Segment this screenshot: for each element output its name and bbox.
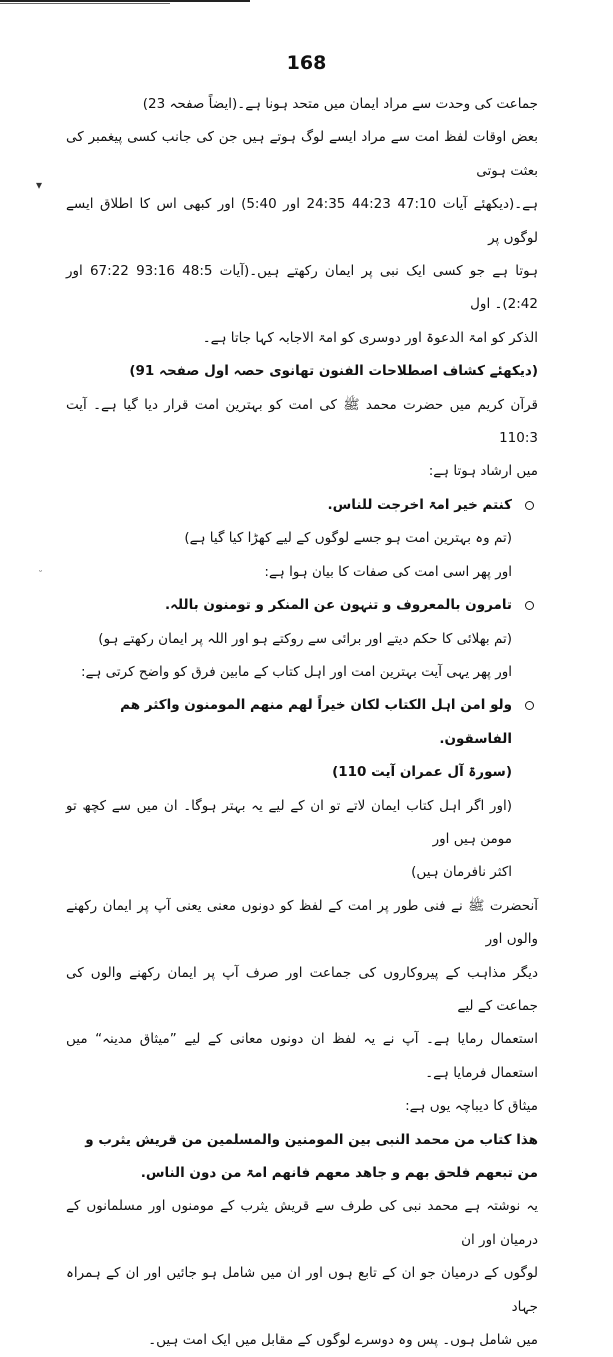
paragraph-line: اور پھر یہی آیت بہترین امت اور اہل کتاب کے مابین فرق کو واضح کرتی ہے: bbox=[81, 663, 512, 680]
paragraph-line: میثاق کا دیباچہ یوں ہے: bbox=[405, 1098, 538, 1115]
reference-citation: (دیکھئے کشاف اصطلاحات الفنون تھانوی حصہ اول صفحہ 91) bbox=[129, 363, 538, 380]
charter-arabic-line: ھذا کتاب من محمد النبی بین المومنین والمسلمین من قریش یثرب و bbox=[85, 1131, 538, 1148]
reference-citation: (سورۃ آل عمران آیت 110) bbox=[332, 764, 512, 781]
paragraph-line: میں ارشاد ہوتا ہے: bbox=[428, 463, 538, 480]
paragraph-line: دیگر مذاہب کے پیروکاروں کی جماعت اور صرف آپ پر ایمان رکھنے والوں کی جماعت کے لیے bbox=[66, 964, 538, 1014]
bullet-circle-icon bbox=[525, 501, 534, 510]
paragraph-line: الذکر کو امۃ الدعوۃ اور دوسری کو امۃ الاجابہ کہا جاتا ہے۔ bbox=[202, 329, 538, 346]
page-number: 168 bbox=[286, 52, 327, 74]
paragraph-line: یہ نوشتہ ہے محمد نبی کی طرف سے قریش یثرب کے مومنوں اور مسلمانوں کے درمیان اور ان bbox=[66, 1198, 538, 1248]
quran-verse-arabic: تامرون بالمعروف و تنہون عن المنکر و تومنون باللہ. bbox=[66, 589, 538, 622]
paragraph-line: ہے۔(دیکھئے آیات 47:10 44:23 24:35 اور 5:40) اور کبھی اس کا اطلاق ایسے لوگوں پر bbox=[66, 196, 539, 246]
verse-translation: اکثر نافرمان ہیں) bbox=[411, 864, 512, 881]
charter-arabic-line: من تبعھم فلحق بھم و جاھد معھم فانھم امۃ من دون الناس. bbox=[140, 1165, 538, 1181]
paragraph-line: اور پھر اسی امت کی صفات کا بیان ہوا ہے: bbox=[264, 563, 512, 580]
bullet-circle-icon bbox=[525, 701, 534, 710]
paragraph-line: قرآن کریم میں حضرت محمد ﷺ کی امت کو بہترین امت قرار دیا گیا ہے۔ آیت 110:3 bbox=[66, 396, 538, 447]
paragraph-line: لوگوں کے درمیان جو ان کے تابع ہوں اور ان میں شامل ہو جائیں اور ان کے ہمراہ جہاد bbox=[66, 1265, 538, 1315]
quran-verse-arabic: ولو امن اہل الکتاب لکان خیراً لھم منھم المومنون واکثر ھم الفاسقون. bbox=[66, 689, 538, 756]
scan-edge-line bbox=[0, 0, 250, 2]
paragraph-line: آنحضرت ﷺ نے فنی طور پر امت کے لفظ کو دونوں معنی یعنی آپ پر ایمان رکھنے والوں اور bbox=[66, 897, 538, 948]
margin-mark: ˘ bbox=[36, 570, 43, 581]
paragraph-line: میں شامل ہوں۔ پس وہ دوسرے لوگوں کے مقابل میں ایک امت ہیں۔ bbox=[148, 1332, 538, 1349]
quran-verse-arabic: کنتم خیر امۃ اخرجت للناس. bbox=[66, 489, 538, 522]
text-line: جماعت کی وحدت سے مراد ایمان میں متحد ہونا ہے۔(ایضاً صفحہ 23) bbox=[142, 96, 538, 112]
paragraph-line: بعض اوقات لفظ امت سے مراد ایسے لوگ ہوتے ہیں جن کی جانب کسی پیغمبر کی بعثت ہوتی bbox=[66, 129, 538, 179]
margin-mark: ▾ bbox=[36, 178, 43, 192]
verse-translation: (تم وہ بہترین امت ہو جسے لوگوں کے لیے کھڑا کیا گیا ہے) bbox=[184, 530, 512, 547]
paragraph-line: ہوتا ہے جو کسی ایک نبی پر ایمان رکھتے ہیں۔(آیات 48:5 93:16 67:22 اور 2:42)۔ اول bbox=[66, 263, 539, 313]
bullet-circle-icon bbox=[525, 601, 534, 610]
verse-translation: (تم بھلائی کا حکم دیتے اور برائی سے روکتے ہو اور اللہ پر ایمان رکھتے ہو) bbox=[98, 630, 512, 647]
paragraph-line: استعمال رمایا ہے۔ آپ نے یہ لفظ ان دونوں معانی کے لیے ”میثاق مدینہ“ میں استعمال فرمایا ہے۔ bbox=[66, 1031, 538, 1081]
verse-translation: (اور اگر اہل کتاب ایمان لاتے تو ان کے لیے یہ بہتر ہوگا۔ ان میں سے کچھ تو مومن ہیں اور bbox=[66, 797, 512, 847]
page-body bbox=[66, 88, 538, 1357]
scan-edge-line-thin bbox=[0, 3, 170, 4]
